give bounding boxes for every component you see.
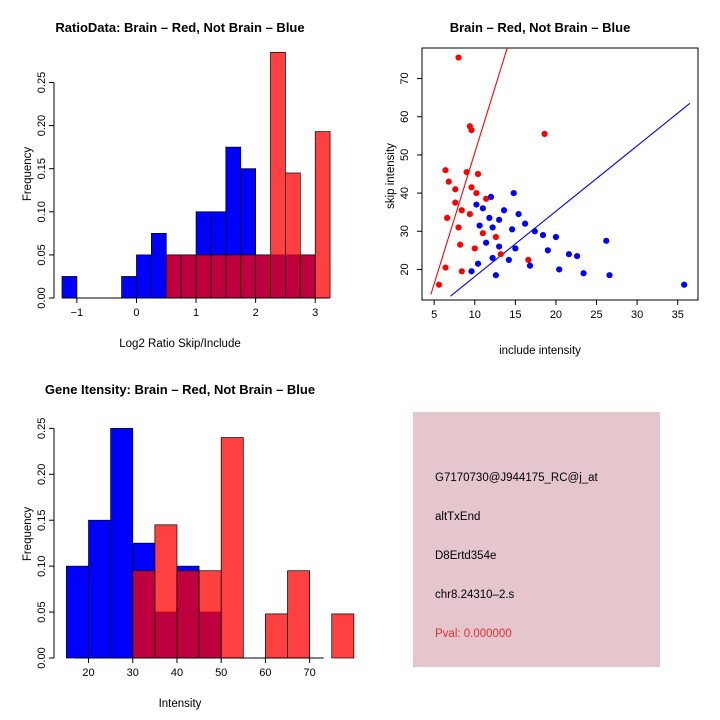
x-tick-label: 15 — [509, 309, 522, 321]
scatter-point — [522, 221, 528, 227]
scatter-point — [468, 268, 474, 274]
scatter-point — [566, 251, 572, 257]
x-tick-label: 30 — [630, 309, 644, 321]
y-tick-label: 0.15 — [36, 157, 48, 180]
histogram-bar-red — [285, 173, 300, 298]
y-tick-label: 0.10 — [36, 555, 48, 577]
panel-ratio-histogram — [0, 0, 360, 360]
x-tick-label: 3 — [312, 307, 319, 319]
histogram-bar-red — [265, 614, 287, 658]
scatter-point — [455, 54, 461, 60]
y-tick-label: 50 — [399, 148, 411, 162]
x-tick-label: 1 — [192, 307, 200, 319]
y-tick-label: 0.25 — [36, 71, 48, 94]
histogram-bar-blue — [66, 566, 88, 658]
gene-histogram-ylabel: Frequency — [22, 506, 34, 562]
x-tick-label: 20 — [549, 309, 563, 321]
x-tick-label: 10 — [468, 309, 481, 321]
scatter-point — [540, 232, 546, 238]
scatter-point — [464, 169, 470, 175]
ratio-histogram-title: RatioData: Brain – Red, Not Brain – Blue — [55, 20, 305, 35]
scatter-point — [496, 217, 502, 223]
scatter-point — [498, 251, 504, 257]
scatter-point — [468, 184, 474, 190]
histogram-bar-red — [133, 571, 155, 658]
scatter-point — [442, 264, 448, 270]
histogram-bar-red — [300, 255, 315, 298]
scatter-point — [490, 224, 496, 230]
ratio-histogram-plot — [0, 0, 360, 360]
scatter-point — [501, 207, 507, 213]
scatter-point — [681, 282, 687, 288]
y-tick-label: 0.20 — [36, 463, 48, 486]
x-tick-label: 5 — [431, 309, 438, 321]
x-tick-label: 30 — [126, 667, 139, 679]
histogram-bar-red — [211, 255, 226, 298]
y-tick-label: 40 — [399, 186, 411, 200]
scatter-point — [493, 272, 499, 278]
histogram-bar-red — [288, 571, 310, 658]
scatter-point — [483, 240, 489, 246]
scatter-point — [511, 190, 517, 196]
scatter-point — [580, 270, 586, 276]
histogram-bar-red — [181, 255, 196, 298]
scatter-point — [490, 255, 496, 261]
histogram-bar-red — [177, 571, 199, 658]
scatter-point — [477, 222, 483, 228]
histogram-bar-red — [196, 255, 211, 298]
scatter-point — [459, 207, 465, 213]
scatter-point — [516, 211, 522, 217]
x-tick-label: 0 — [133, 307, 140, 319]
scatter-point — [446, 179, 452, 185]
scatter-point — [442, 167, 448, 173]
scatter-plot — [360, 0, 720, 360]
scatter-point — [525, 257, 531, 263]
histogram-bar-blue — [136, 255, 151, 298]
scatter-point — [457, 242, 463, 248]
scatter-point — [488, 194, 494, 200]
y-tick-label: 0.00 — [36, 647, 48, 669]
y-tick-label: 0.05 — [36, 601, 48, 623]
gene-histogram-plot — [0, 360, 360, 720]
histogram-bar-red — [241, 255, 256, 298]
histogram-bar-red — [155, 525, 177, 658]
scatter-point — [436, 282, 442, 288]
y-tick-label: 30 — [399, 225, 411, 238]
scatter-point — [509, 226, 515, 232]
gene-histogram-title: Gene Itensity: Brain – Red, Not Brain – Blue — [44, 382, 316, 397]
x-tick-label: 20 — [82, 667, 95, 679]
y-tick-label: 60 — [399, 110, 411, 123]
scatter-point — [444, 215, 450, 221]
y-tick-label: 0.15 — [36, 509, 48, 531]
scatter-point — [532, 228, 538, 234]
scatter-point — [606, 272, 612, 278]
y-tick-label: 0.00 — [36, 287, 48, 309]
scatter-point — [553, 234, 559, 240]
info-locus: chr8.24310–2.s — [435, 589, 515, 601]
scatter-xlabel: include intensity — [499, 345, 581, 357]
histogram-bar-red — [199, 571, 221, 658]
histogram-bar-red — [166, 255, 181, 298]
scatter-point — [493, 234, 499, 240]
y-tick-label: 20 — [399, 263, 411, 276]
info-probe-id: G7170730@J944175_RC@j_at — [435, 472, 598, 484]
histogram-bar-blue — [122, 276, 137, 298]
scatter-point — [512, 245, 518, 251]
plot-box — [422, 48, 698, 300]
scatter-point — [473, 190, 479, 196]
y-tick-label: 0.10 — [36, 201, 48, 223]
histogram-bar-red — [226, 255, 241, 298]
histogram-bar-blue — [62, 276, 77, 298]
scatter-point — [473, 201, 479, 207]
scatter-point — [452, 186, 458, 192]
y-tick-label: 0.20 — [36, 114, 49, 137]
scatter-title: Brain – Red, Not Brain – Blue — [449, 20, 631, 35]
scatter-point — [472, 245, 478, 251]
histogram-bar-red — [256, 255, 271, 298]
histogram-bar-red — [315, 132, 330, 298]
histogram-bar-blue — [89, 520, 111, 658]
ratio-histogram-xlabel: Log2 Ratio Skip/Include — [119, 338, 241, 350]
x-tick-label: 35 — [671, 309, 684, 321]
scatter-point — [496, 243, 502, 249]
scatter-point — [455, 224, 461, 230]
x-tick-label: 60 — [259, 667, 272, 679]
scatter-point — [506, 257, 512, 263]
scatter-point — [475, 261, 481, 267]
scatter-point — [486, 215, 492, 221]
panel-intensity-scatter — [360, 0, 720, 360]
scatter-point — [541, 131, 547, 137]
x-tick-label: 70 — [303, 667, 316, 679]
histogram-bar-red — [271, 52, 286, 298]
scatter-point — [467, 211, 473, 217]
info-event-type: altTxEnd — [435, 511, 481, 523]
y-tick-label: 0.05 — [36, 244, 48, 266]
scatter-point — [527, 263, 533, 269]
scatter-point — [574, 253, 580, 259]
histogram-bar-blue — [111, 428, 133, 658]
info-gene-symbol: D8Ertd354e — [435, 550, 497, 562]
x-tick-label: −1 — [70, 307, 84, 319]
plot-area — [431, 48, 690, 296]
scatter-point — [480, 230, 486, 236]
histogram-bar-blue — [151, 233, 166, 298]
y-tick-label: 0.25 — [36, 417, 48, 440]
scatter-point — [480, 205, 486, 211]
scatter-point — [459, 268, 465, 274]
info-pval: Pval: 0.000000 — [435, 628, 512, 640]
y-tick-label: 70 — [399, 72, 411, 85]
x-tick-label: 50 — [215, 667, 228, 679]
histogram-bar-red — [221, 438, 243, 658]
scatter-point — [475, 171, 481, 177]
scatter-point — [556, 266, 562, 272]
ratio-histogram-ylabel: Frequency — [22, 146, 34, 202]
scatter-point — [545, 247, 551, 253]
scatter-ylabel: skip intensity — [385, 143, 397, 209]
x-tick-label: 25 — [590, 309, 603, 321]
histogram-bar-red — [332, 614, 354, 658]
scatter-point — [468, 127, 474, 133]
scatter-point — [452, 200, 458, 206]
scatter-point — [603, 238, 609, 244]
x-tick-label: 40 — [170, 667, 184, 679]
panel-gene-intensity-histogram — [0, 360, 360, 720]
gene-histogram-xlabel: Intensity — [158, 698, 202, 710]
info-panel — [413, 412, 660, 667]
x-tick-label: 2 — [252, 307, 259, 319]
